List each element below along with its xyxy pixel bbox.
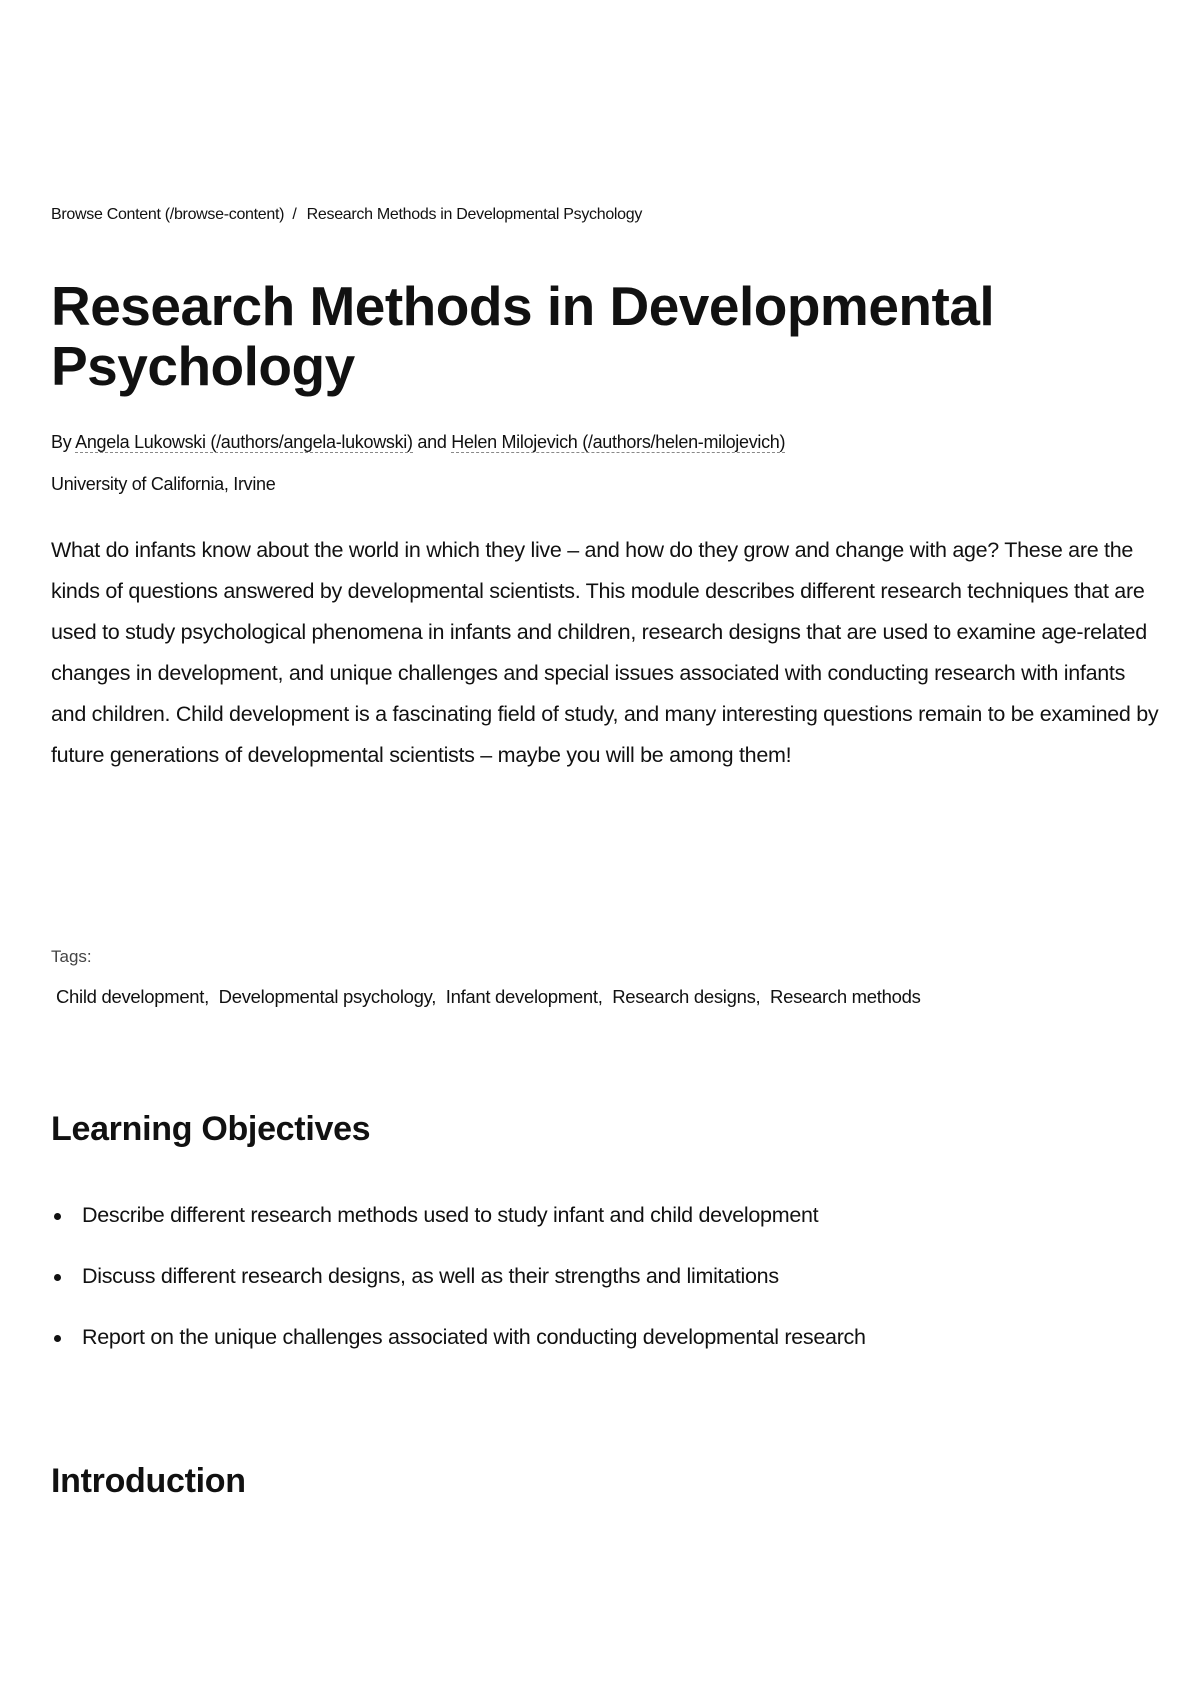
list-item xyxy=(51,1203,866,1244)
bullet-icon xyxy=(54,1335,61,1342)
bullet-icon xyxy=(54,1213,61,1220)
page-title: Research Methods in Developmental Psychology xyxy=(51,275,995,397)
author-link-helen-milojevich[interactable]: Helen Milojevich (/authors/helen-milojevich) xyxy=(451,432,786,452)
tag-developmental-psychology[interactable]: Developmental psychology, xyxy=(218,986,437,1007)
tag-research-methods[interactable]: Research methods xyxy=(770,986,921,1007)
author-affiliation: University of California, Irvine xyxy=(51,474,276,494)
learning-objectives-heading: Learning Objectives xyxy=(51,1110,371,1148)
objective-text: Describe different research methods used to study infant and child development xyxy=(82,1203,819,1227)
list-item xyxy=(51,1264,866,1305)
tag-infant-development[interactable]: Infant development, xyxy=(445,986,603,1007)
tags-list xyxy=(56,986,921,1008)
author-link-angela-lukowski[interactable]: Angela Lukowski (/authors/angela-lukowski) xyxy=(75,432,413,452)
bullet-icon xyxy=(54,1274,61,1281)
breadcrumb xyxy=(51,206,642,224)
tags-label: Tags: xyxy=(51,947,92,966)
breadcrumb-separator: / xyxy=(292,206,297,223)
byline-conjunction: and xyxy=(417,432,447,452)
tag-research-designs[interactable]: Research designs, xyxy=(612,986,761,1007)
learning-objectives-list xyxy=(51,1203,866,1386)
breadcrumb-current: Research Methods in Developmental Psychology xyxy=(306,206,643,223)
introduction-heading: Introduction xyxy=(51,1462,246,1500)
objective-text: Report on the unique challenges associated with conducting developmental research xyxy=(82,1325,866,1349)
list-item xyxy=(51,1325,866,1366)
objective-text: Discuss different research designs, as well as their strengths and limitations xyxy=(82,1264,779,1288)
byline-prefix: By xyxy=(51,432,72,452)
tag-child-development[interactable]: Child development, xyxy=(56,986,209,1007)
abstract: What do infants know about the world in which they live – and how do they grow and change with age? These are the kinds of questions answered by developmental scientists. This module describes different research techniques that are used to study psychological phenomena in infants and children, research designs that are used to examine age-related changes in development, and unique challenges and special issues associated with conducting research with infants and children. Child development is a fascinating field of study, and many interesting questions remain to be examined by future generations of developmental scientists – maybe you will be among them! xyxy=(51,538,1159,767)
breadcrumb-link-browse-content[interactable]: Browse Content (/browse-content) xyxy=(51,206,285,223)
byline xyxy=(51,432,785,453)
